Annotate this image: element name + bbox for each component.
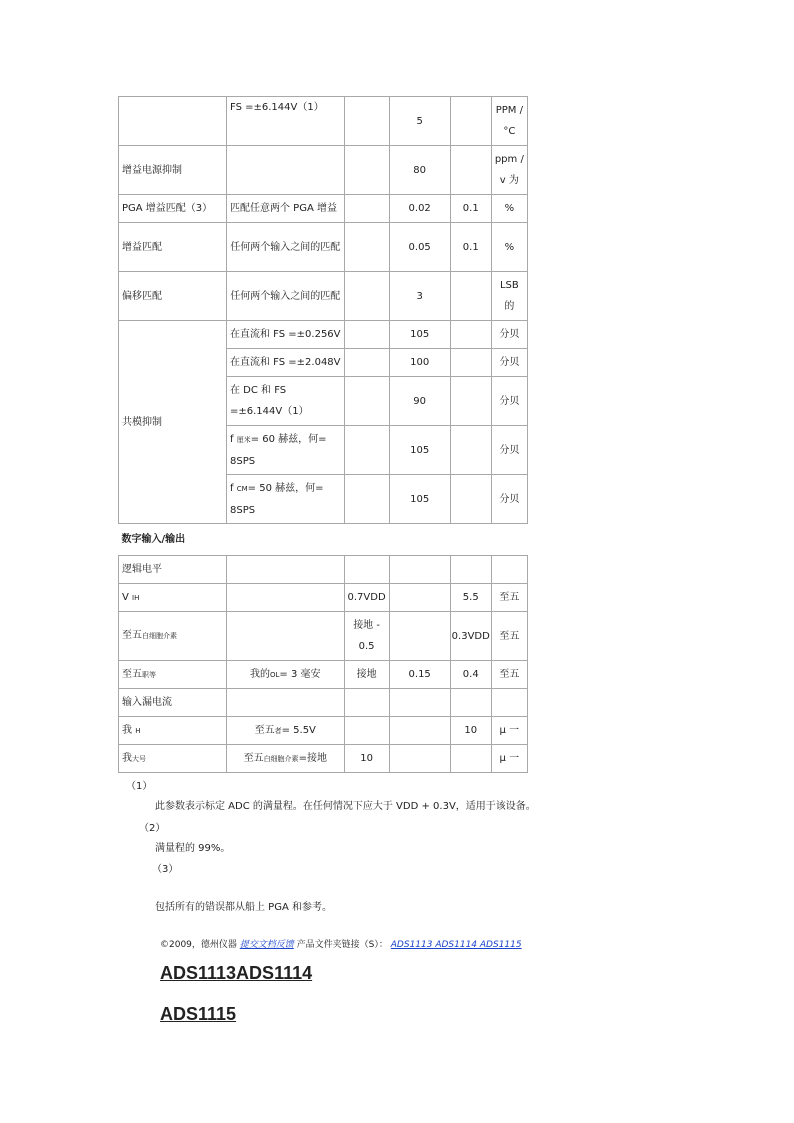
table-row (119, 195, 528, 223)
param-cell (119, 745, 227, 773)
product-title: ADS1115 (160, 1004, 237, 1024)
footnote-text: 包括所有的错误都从船上 PGA 和参考。 (155, 902, 332, 913)
footnote-text: 满量程的 99%。 (155, 843, 231, 854)
unit-cell (491, 689, 527, 717)
typ-cell (389, 745, 450, 773)
table-row (119, 223, 528, 272)
param-text: 我 (122, 752, 132, 764)
param-cell (119, 717, 227, 745)
condition-cell (227, 584, 345, 612)
unit-cell: 至五 (491, 612, 527, 661)
unit-cell: 分贝 (491, 377, 527, 426)
max-cell (450, 556, 491, 584)
param-text: 至五 (122, 668, 142, 680)
min-cell: 接地 - 0.5 (344, 612, 389, 661)
typ-cell: 0.02 (389, 195, 450, 223)
max-cell: 5.5 (450, 584, 491, 612)
spec-table (118, 96, 528, 773)
min-cell (344, 426, 389, 475)
unit-cell: 分贝 (491, 426, 527, 475)
min-cell (344, 349, 389, 377)
min-cell: 0.7VDD (344, 584, 389, 612)
param-cell: 增益电源抑制 (119, 146, 227, 195)
param-subscript: 职等 (142, 670, 156, 679)
typ-cell: 90 (389, 377, 450, 426)
table-row (119, 272, 528, 321)
condition-cell: 在 DC 和 FS =±6.144V（1） (227, 377, 345, 426)
typ-cell (389, 612, 450, 661)
table-row (119, 689, 528, 717)
condition-cell: 在直流和 FS =±0.256V (227, 321, 345, 349)
param-subscript: 白细胞介素 (142, 632, 177, 640)
cond-subscript: CM (236, 484, 248, 493)
param-subscript: H (135, 726, 141, 735)
footnote-label: （3） (152, 864, 179, 875)
table-row (119, 97, 528, 146)
param-cell (119, 584, 227, 612)
min-cell (344, 272, 389, 321)
unit-cell: ppm / v 为 (491, 146, 527, 195)
min-cell (344, 321, 389, 349)
cond-text: = 5.5V (281, 724, 316, 736)
condition-cell (227, 612, 345, 661)
condition-cell (227, 146, 345, 195)
product-folder-links[interactable]: ADS1113 ADS1114 ADS1115 (390, 940, 522, 950)
max-cell (450, 349, 491, 377)
typ-cell: 3 (389, 272, 450, 321)
section-title: 数字输入/输出 (119, 524, 528, 556)
min-cell: 接地 (344, 661, 389, 689)
table-row (119, 745, 528, 773)
max-cell: 0.4 (450, 661, 491, 689)
typ-cell: 80 (389, 146, 450, 195)
max-cell (450, 475, 491, 524)
param-cell: 逻辑电平 (119, 556, 227, 584)
cond-subscript: 白细胞介素 (263, 754, 299, 763)
typ-cell: 105 (389, 475, 450, 524)
unit-cell: 分贝 (491, 321, 527, 349)
unit-cell: 分贝 (491, 475, 527, 524)
table-row (119, 584, 528, 612)
cond-subscript: OL (269, 670, 280, 679)
copyright-text: ©2009，德州仪器 (160, 940, 237, 950)
condition-cell (227, 426, 345, 475)
typ-cell (389, 556, 450, 584)
param-cell (119, 661, 227, 689)
param-cell: 输入漏电流 (119, 689, 227, 717)
min-cell (344, 717, 389, 745)
max-cell (450, 377, 491, 426)
typ-cell: 105 (389, 426, 450, 475)
condition-cell (227, 717, 345, 745)
param-cell (119, 97, 227, 146)
cond-text: = 60 赫兹，何= 8SPS (230, 433, 327, 467)
cond-text: =接地 (298, 752, 327, 764)
param-text: 至五 (122, 630, 142, 641)
param-cell: 共模抑制 (119, 321, 227, 524)
table-row (119, 612, 528, 661)
condition-cell: FS =±6.144V（1） (227, 97, 345, 146)
cond-text: f (230, 482, 234, 494)
param-subscript: 大号 (132, 754, 146, 763)
typ-cell (389, 717, 450, 745)
table-row (119, 661, 528, 689)
footer-text: 产品文件夹链接（S）： (296, 940, 388, 950)
param-cell: 偏移匹配 (119, 272, 227, 321)
min-cell (344, 223, 389, 272)
min-cell (344, 377, 389, 426)
cond-subscript: 厘米 (236, 435, 251, 444)
unit-cell (491, 556, 527, 584)
unit-cell: PPM /°C (491, 97, 527, 146)
min-cell (344, 475, 389, 524)
param-subscript: IH (132, 593, 140, 602)
unit-cell: 至五 (491, 661, 527, 689)
cond-text: 我的 (249, 668, 270, 680)
max-cell: 10 (450, 717, 491, 745)
typ-cell (389, 689, 450, 717)
max-cell (450, 97, 491, 146)
footnote-label: （1） (126, 781, 153, 792)
feedback-link[interactable]: 提交文档反馈 (239, 940, 294, 950)
unit-cell: % (491, 223, 527, 272)
min-cell (344, 689, 389, 717)
cond-text: = 3 毫安 (279, 668, 321, 680)
param-text: 我 (122, 724, 132, 736)
typ-cell (389, 584, 450, 612)
typ-cell: 0.15 (389, 661, 450, 689)
condition-cell (227, 689, 345, 717)
param-cell: 增益匹配 (119, 223, 227, 272)
param-cell: PGA 增益匹配（3） (119, 195, 227, 223)
max-cell (450, 689, 491, 717)
param-text: V (122, 591, 129, 603)
max-cell (450, 146, 491, 195)
unit-cell: μ 一 (491, 717, 527, 745)
footnote-text: 此参数表示标定 ADC 的满量程。在任何情况下应大于 VDD + 0.3V，适用于该设备。 (155, 801, 536, 812)
condition-cell: 匹配任意两个 PGA 增益 (227, 195, 345, 223)
max-cell (450, 745, 491, 773)
typ-cell: 100 (389, 349, 450, 377)
section-row (119, 524, 528, 556)
max-cell: 0.1 (450, 223, 491, 272)
condition-cell: 任何两个输入之间的匹配 (227, 223, 345, 272)
unit-cell: LSB 的 (491, 272, 527, 321)
table-row (119, 146, 528, 195)
condition-cell: 任何两个输入之间的匹配 (227, 272, 345, 321)
unit-cell: 至五 (491, 584, 527, 612)
condition-cell (227, 475, 345, 524)
min-cell (344, 146, 389, 195)
max-cell (450, 272, 491, 321)
min-cell (344, 97, 389, 146)
max-cell (450, 321, 491, 349)
condition-cell (227, 556, 345, 584)
cond-text: 至五 (254, 724, 275, 736)
max-cell: 0.1 (450, 195, 491, 223)
typ-cell: 105 (389, 321, 450, 349)
param-cell (119, 612, 227, 661)
footnote-label: （2） (139, 823, 166, 834)
table-row (119, 717, 528, 745)
min-cell: 10 (344, 745, 389, 773)
table-row (119, 321, 528, 349)
unit-cell: % (491, 195, 527, 223)
unit-cell: 分贝 (491, 349, 527, 377)
cond-text: f (230, 433, 234, 445)
page-footer (160, 937, 522, 950)
condition-cell: 在直流和 FS =±2.048V (227, 349, 345, 377)
condition-cell (227, 745, 345, 773)
cond-subscript: 者 (274, 726, 282, 735)
max-cell: 0.3VDD (450, 612, 491, 661)
product-title: ADS1113ADS1114 (160, 963, 313, 983)
cond-text: 至五 (243, 752, 264, 764)
cond-text: = 50 赫兹，何= 8SPS (230, 482, 324, 516)
typ-cell: 0.05 (389, 223, 450, 272)
typ-cell: 5 (389, 97, 450, 146)
min-cell (344, 556, 389, 584)
unit-cell: μ 一 (491, 745, 527, 773)
condition-cell (227, 661, 345, 689)
table-row (119, 556, 528, 584)
max-cell (450, 426, 491, 475)
min-cell (344, 195, 389, 223)
